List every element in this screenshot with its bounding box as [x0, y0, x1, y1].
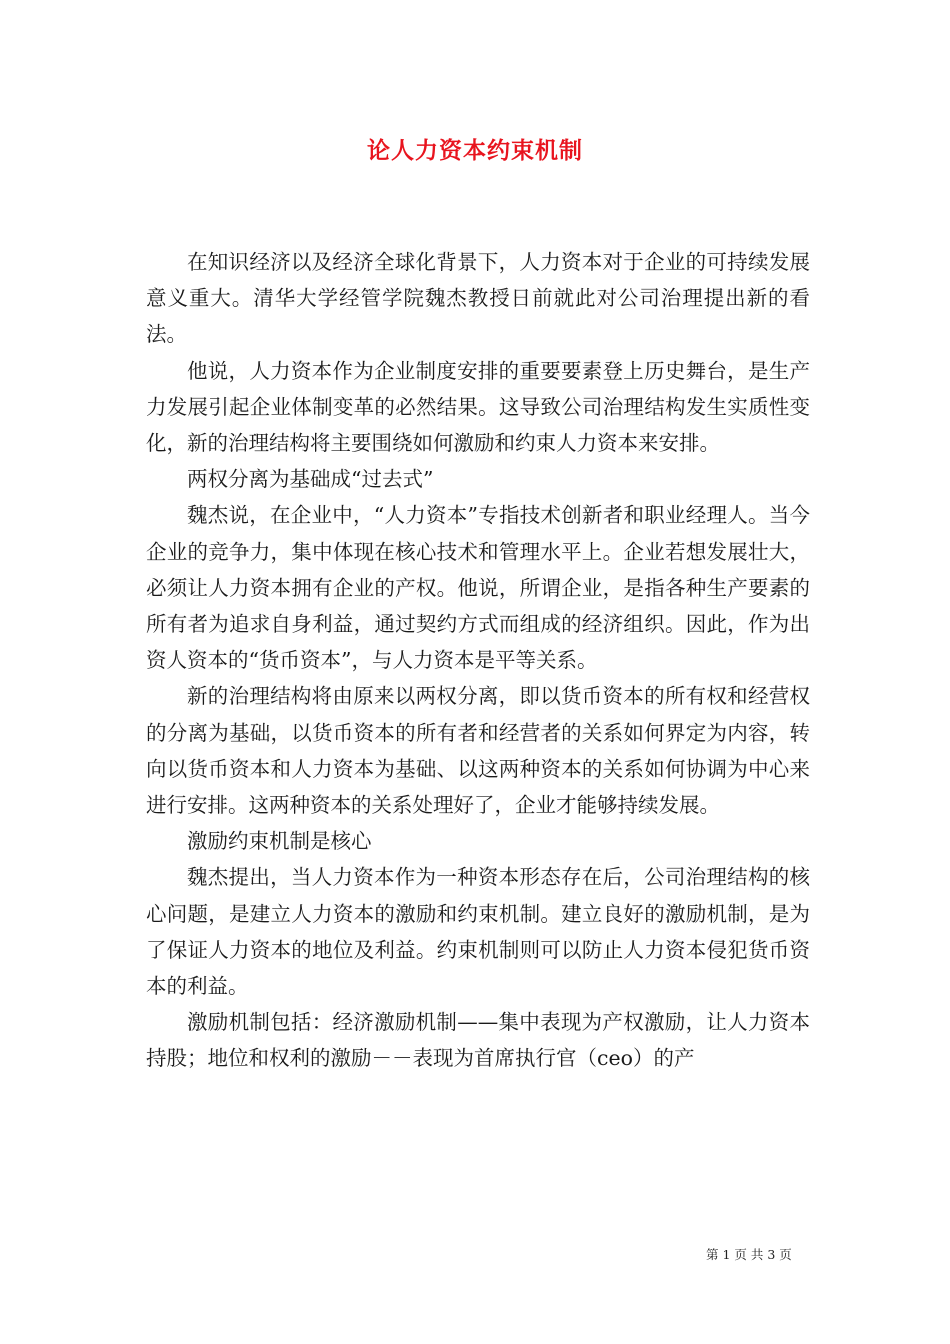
paragraph: 新的治理结构将由原来以两权分离，即以货币资本的所有权和经营权的分离为基础，以货币资本的所有者和经营者的关系如何界定为内容，转向以货币资本和人力资本为基础、以这两种资本的关系如何协调为中心来进行安排。这两种资本的关系处理好了，企业才能够持续发展。	[146, 684, 810, 818]
paragraph: 在知识经济以及经济全球化背景下，人力资本对于企业的可持续发展意义重大。清华大学经管学院魏杰教授日前就此对公司治理提出新的看法。	[146, 250, 810, 347]
paragraph: 他说，人力资本作为企业制度安排的重要要素登上历史舞台，是生产力发展引起企业体制变革的必然结果。这导致公司治理结构发生实质性变化，新的治理结构将主要围绕如何激励和约束人力资本来安排。	[146, 358, 810, 456]
paragraph: 魏杰提出，当人力资本作为一种资本形态存在后，公司治理结构的核心问题，是建立人力资本的激励和约束机制。建立良好的激励机制，是为了保证人力资本的地位及利益。约束机制则可以防止人力资本侵犯货币资本的利益。	[146, 865, 810, 999]
paragraph: 激励机制包括：经济激励机制——集中表现为产权激励，让人力资本持股；地位和权利的激励－－表现为首席执行官（ceo）的产	[146, 1010, 810, 1071]
paragraph: 魏杰说，在企业中，“人力资本”专指技术创新者和职业经理人。当今企业的竞争力，集中体现在核心技术和管理水平上。企业若想发展壮大，必须让人力资本拥有企业的产权。他说，所谓企业，是指各种生产要素的所有者为追求自身利益，通过契约方式而组成的经济组织。因此，作为出资人资本的“货币资本”，与人力资本是平等关系。	[146, 503, 810, 673]
section-heading: 激励约束机制是核心	[187, 829, 372, 854]
document-title: 论人力资本约束机制	[367, 138, 583, 164]
document-body	[146, 244, 810, 1077]
section-heading: 两权分离为基础成“过去式”	[187, 467, 434, 492]
page-number: 第 1 页 共 3 页	[706, 1247, 792, 1262]
